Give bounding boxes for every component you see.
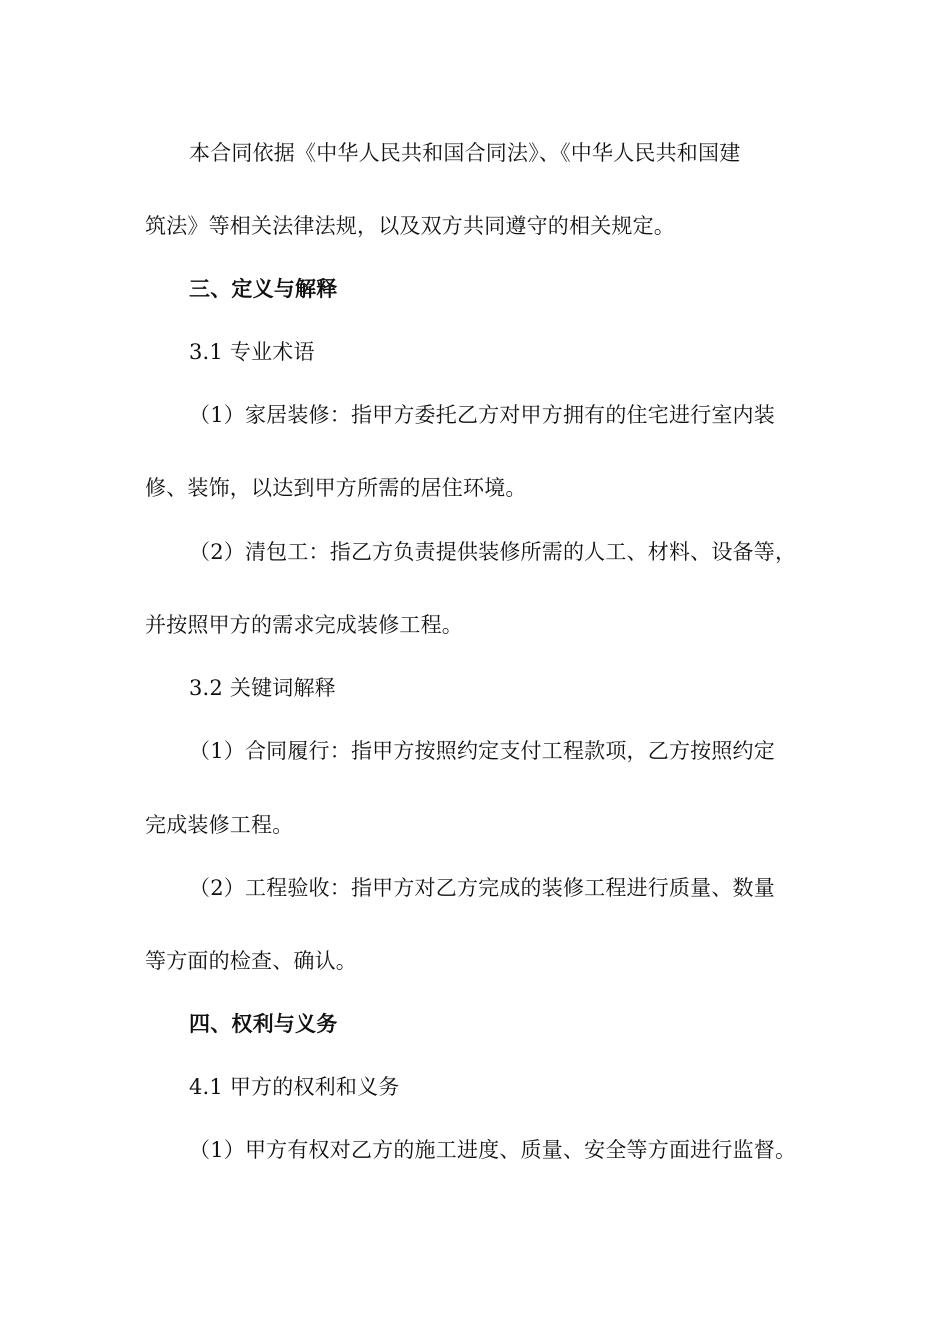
subsection-heading: 4.1 甲方的权利和义务 xyxy=(189,1075,400,1099)
subsection-heading: 3.1 专业术语 xyxy=(189,340,315,364)
section-heading: 三、定义与解释 xyxy=(189,276,338,301)
body-paragraph-line: （1）合同履行：指甲方按照约定支付工程款项，乙方按照约定 xyxy=(189,739,775,763)
body-paragraph-line: （2）清包工：指乙方负责提供装修所需的人工、材料、设备等， xyxy=(189,540,797,564)
body-paragraph-line: （1）家居装修：指甲方委托乙方对甲方拥有的住宅进行室内装 xyxy=(189,403,775,427)
body-paragraph-line: 本合同依据《中华人民共和国合同法》、《中华人民共和国建 xyxy=(189,141,741,165)
body-paragraph-line: 等方面的检查、确认。 xyxy=(145,949,357,973)
body-paragraph-line: （1）甲方有权对乙方的施工进度、质量、安全等方面进行监督。 xyxy=(189,1138,797,1162)
body-paragraph-line: （2）工程验收：指甲方对乙方完成的装修工程进行质量、数量 xyxy=(189,876,775,900)
body-paragraph-line: 筑法》等相关法律法规，以及双方共同遵守的相关规定。 xyxy=(145,214,675,238)
body-paragraph-line: 并按照甲方的需求完成装修工程。 xyxy=(145,613,463,637)
body-paragraph-line: 完成装修工程。 xyxy=(145,813,294,837)
body-paragraph-line: 修、装饰，以达到甲方所需的居住环境。 xyxy=(145,476,527,500)
subsection-heading: 3.2 关键词解释 xyxy=(189,676,336,700)
section-heading: 四、权利与义务 xyxy=(189,1011,338,1036)
